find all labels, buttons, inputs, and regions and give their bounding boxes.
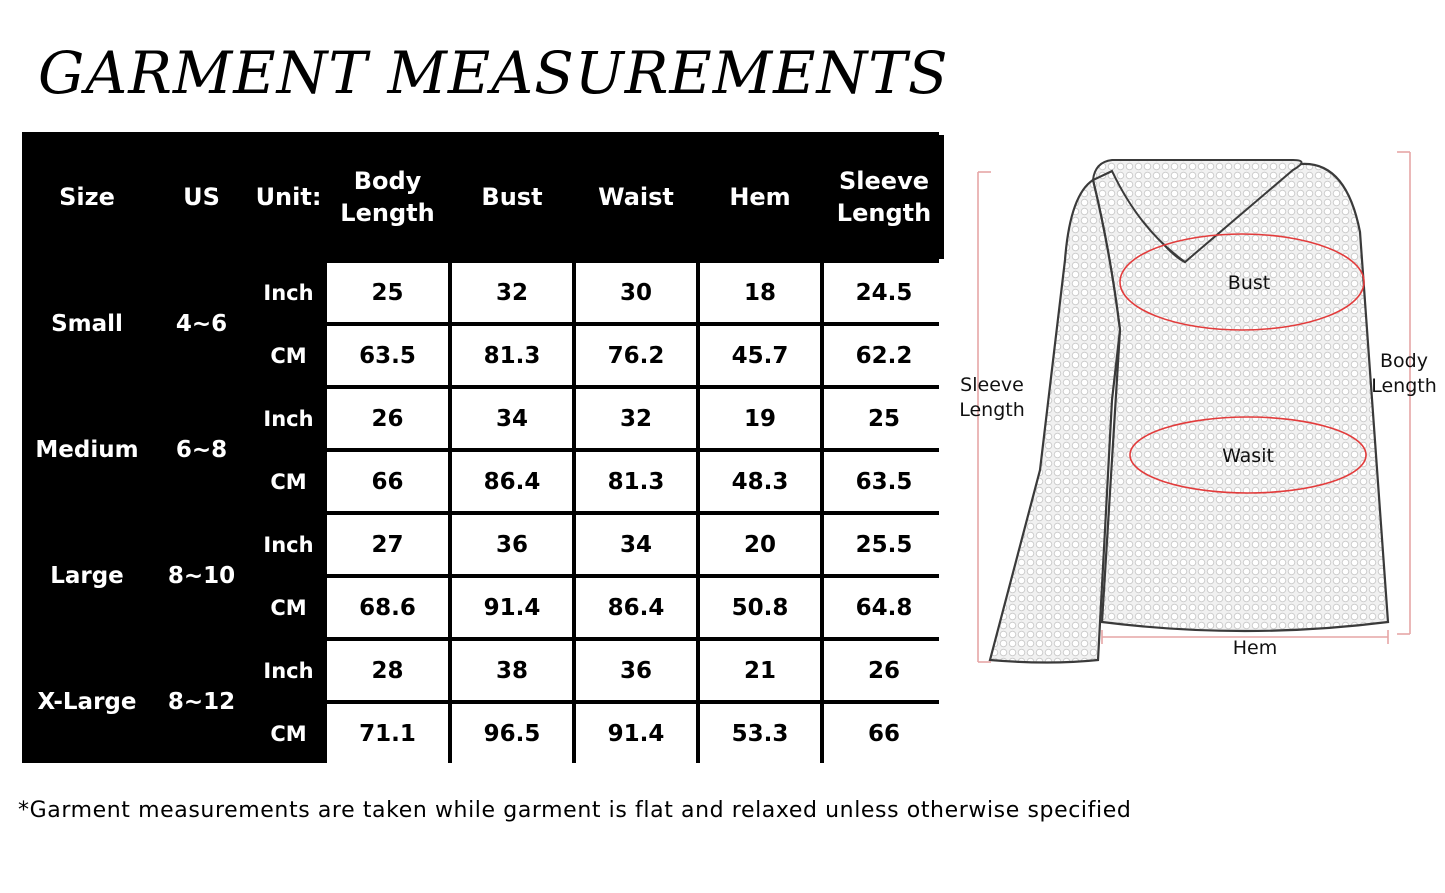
size-label: Small — [25, 263, 149, 385]
value-body-length-cm: 66 — [327, 452, 448, 511]
us-size-label: 4~6 — [153, 263, 250, 385]
unit-label-cm: CM — [254, 578, 323, 637]
header-us: US — [153, 135, 250, 259]
header-size: Size — [25, 135, 149, 259]
value-hem-inch: 21 — [700, 641, 820, 700]
value-body-length-cm: 68.6 — [327, 578, 448, 637]
us-size-label: 8~10 — [153, 515, 250, 637]
value-bust-inch: 38 — [452, 641, 572, 700]
value-bust-cm: 96.5 — [452, 704, 572, 763]
header-sleeve-length: Sleeve Length — [824, 135, 944, 259]
page-title: GARMENT MEASUREMENTS — [38, 39, 949, 107]
value-bust-cm: 81.3 — [452, 326, 572, 385]
unit-label-inch: Inch — [254, 389, 323, 448]
header-hem: Hem — [700, 135, 820, 259]
value-waist-inch: 30 — [576, 263, 696, 322]
hem-label: Hem — [1232, 637, 1278, 659]
value-bust-inch: 34 — [452, 389, 572, 448]
waist-label: Wasit — [1222, 445, 1274, 467]
value-body-length-inch: 27 — [327, 515, 448, 574]
unit-label-inch: Inch — [254, 641, 323, 700]
us-size-label: 6~8 — [153, 389, 250, 511]
value-waist-cm: 86.4 — [576, 578, 696, 637]
header-unit: Unit: — [254, 135, 323, 259]
size-label: Medium — [25, 389, 149, 511]
value-waist-cm: 81.3 — [576, 452, 696, 511]
value-body-length-inch: 26 — [327, 389, 448, 448]
value-hem-inch: 20 — [700, 515, 820, 574]
value-hem-inch: 18 — [700, 263, 820, 322]
value-waist-inch: 32 — [576, 389, 696, 448]
unit-label-cm: CM — [254, 704, 323, 763]
unit-label-inch: Inch — [254, 263, 323, 322]
sleeve-length-label: Sleeve Length — [959, 374, 1025, 421]
value-sleeve-length-inch: 25 — [824, 389, 944, 448]
footnote: *Garment measurements are taken while garment is flat and relaxed unless otherwise specified — [18, 798, 1132, 823]
size-label: X-Large — [25, 641, 149, 763]
value-waist-cm: 91.4 — [576, 704, 696, 763]
value-waist-inch: 36 — [576, 641, 696, 700]
unit-label-cm: CM — [254, 452, 323, 511]
value-sleeve-length-inch: 24.5 — [824, 263, 944, 322]
value-waist-cm: 76.2 — [576, 326, 696, 385]
value-sleeve-length-cm: 62.2 — [824, 326, 944, 385]
value-hem-cm: 53.3 — [700, 704, 820, 763]
size-label: Large — [25, 515, 149, 637]
value-body-length-cm: 63.5 — [327, 326, 448, 385]
value-sleeve-length-cm: 64.8 — [824, 578, 944, 637]
us-size-label: 8~12 — [153, 641, 250, 763]
header-body-length: Body Length — [327, 135, 448, 259]
value-sleeve-length-inch: 25.5 — [824, 515, 944, 574]
value-body-length-cm: 71.1 — [327, 704, 448, 763]
value-hem-inch: 19 — [700, 389, 820, 448]
header-bust: Bust — [452, 135, 572, 259]
unit-label-inch: Inch — [254, 515, 323, 574]
bust-label: Bust — [1227, 272, 1271, 294]
value-hem-cm: 48.3 — [700, 452, 820, 511]
value-bust-inch: 36 — [452, 515, 572, 574]
value-bust-cm: 91.4 — [452, 578, 572, 637]
value-waist-inch: 34 — [576, 515, 696, 574]
value-sleeve-length-inch: 26 — [824, 641, 944, 700]
value-hem-cm: 50.8 — [700, 578, 820, 637]
body-length-label: Body Length — [1371, 350, 1437, 397]
value-hem-cm: 45.7 — [700, 326, 820, 385]
value-body-length-inch: 25 — [327, 263, 448, 322]
unit-label-cm: CM — [254, 326, 323, 385]
value-body-length-inch: 28 — [327, 641, 448, 700]
value-sleeve-length-cm: 63.5 — [824, 452, 944, 511]
header-waist: Waist — [576, 135, 696, 259]
value-bust-cm: 86.4 — [452, 452, 572, 511]
value-sleeve-length-cm: 66 — [824, 704, 944, 763]
value-bust-inch: 32 — [452, 263, 572, 322]
